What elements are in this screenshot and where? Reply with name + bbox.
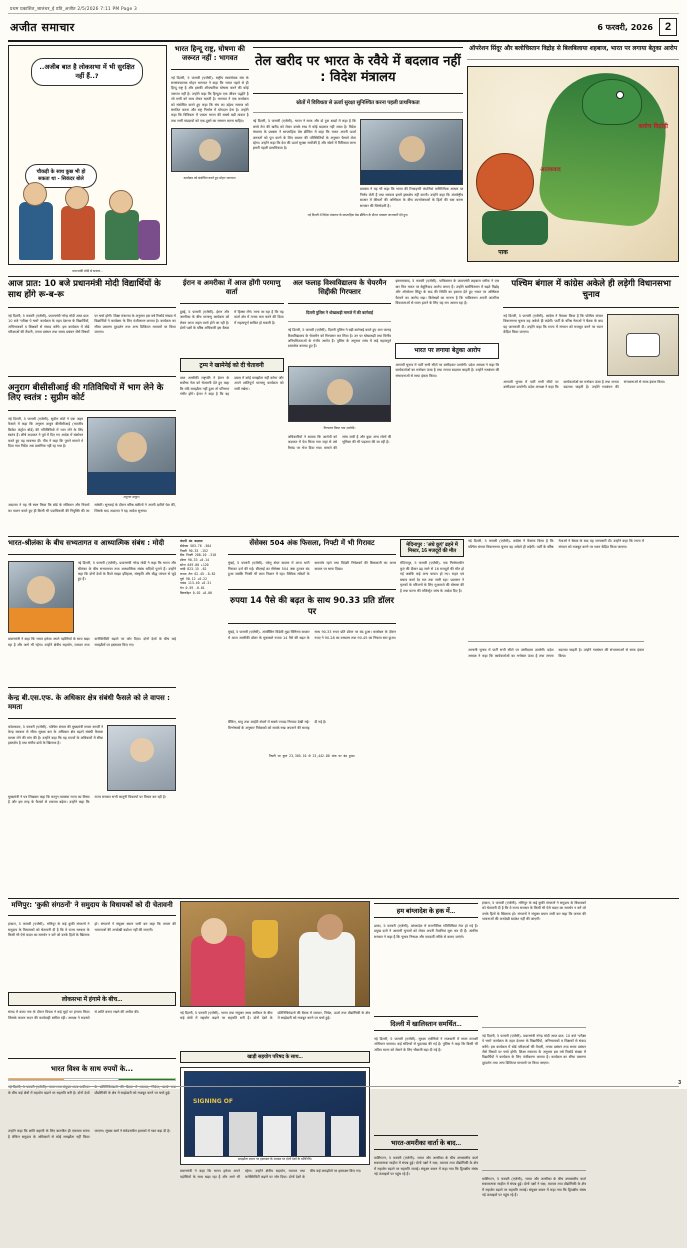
oil-body-2: प्रवक्ता ने यह भी कहा कि भारत की रिफाइनरी कंपनियां वाणिज्यिक आधार पर निर्णय लेती हैं तथा सरकार इसमें हस्तक्षेप नहीं करती। उन्होंने कहा कि अंतर्राष्ट्रीय बाजार में कीमतों की अस्थिरता के बीच उपभोक्ताओं के हितों की रक्षा करना सरकार की जिम्मेदारी है। <box>359 187 464 208</box>
bangladesh-body: ढाका, 5 फरवरी (एजेंसी)- बांग्लादेश में राजनीतिक गतिविधियां तेज हो गई हैं। प्रमुख दलों ने आगामी चुनावों को लेकर अपनी तैयारियां शुरू कर दी हैं। अंतरिम सरकार ने कहा है कि चुनाव निष्पक्ष और पारदर्शी तरीके से कराए जाएंगे। <box>374 923 478 939</box>
filler-body-1: इंफाल, 5 फरवरी (एजेंसी)- मणिपुर के कई कुकी संगठनों ने समुदाय के विधायकों को चेतावनी दी है कि वे राज्य सरकार के किसी भी ऐसे कदम का समर्थन न करें जो उनके हितों के खिलाफ हो। संगठनों ने संयुक्त बयान जारी कर कहा कि जनता की भावनाओं की अनदेखी बर्दाश्त नहीं की जाएगी। <box>482 900 586 921</box>
market-footer: निफ्टी पर कुल 23,305.10 से 23,442.80 अंक पर बंद हुआ। <box>268 754 356 759</box>
top-band <box>8 45 679 273</box>
bengal-extra-body-2: आगामी चुनाव में पार्टी सभी सीटों पर उम्मीदवार उतारेगी। प्रदेश अध्यक्ष ने कहा कि कार्यकर्ताओं का मनोबल ऊंचा है तथा जनता बदलाव चाहती है। उन्होंने गठबंधन की संभावनाओं से साफ इंकार किया। <box>468 648 644 658</box>
uae-body: नई दिल्ली, 5 फरवरी (एजेंसी)- भारत तथा संयुक्त अरब अमीरात के बीच कई क्षेत्रों में सहयोग बढ़ाने पर सहमति बनी है। दोनों देशों के प्रतिनिधिमंडलों की बैठक में व्यापार, निवेश, ऊर्जा तथा प्रौद्योगिकी के क्षेत्र में साझेदारी को मजबूत करने पर चर्चा हुई। <box>8 1085 176 1095</box>
sidebar-column-2 <box>482 901 586 1248</box>
award-photo <box>180 901 370 1007</box>
mamata-body-2: मुख्यमंत्री ने पत्र लिखकर कहा कि कानून व्यवस्था राज्य का विषय है और इस तरह के फैसले से टकराव बढ़ेगा। उन्होंने कहा कि राज्य सरकार सभी कानूनी विकल्पों पर विचार कर रही है। <box>8 794 167 805</box>
alfalah-body: नई दिल्ली, 5 फरवरी (एजेंसी)- दिल्ली पुलिस ने बड़ी कार्रवाई करते हुए अल फलाह विश्वविद्यालय के चेयरमैन को गिरफ्तार कर लिया है। उन पर धोखाधड़ी तथा वित्तीय अनियमितताओं के गंभीर आरोप हैं। पुलिस के अनुसार जांच में कई महत्वपूर्ण दस्तावेज बरामद हुए हैं। <box>287 328 392 349</box>
third-band <box>8 539 679 894</box>
bhagwat-photo-caption: कार्यक्रम को संबोधित करते हुए मोहन भागवत। <box>183 176 236 181</box>
manipur-body-2: उन्होंने कहा कि शांति बहाली के लिए बातचीत ही एकमात्र रास्ता है लेकिन समुदाय के अधिकारों से कोई समझौता नहीं किया जाएगा। सुरक्षा बलों ने संवेदनशील इलाकों में गश्त बढ़ा दी है। <box>8 1129 171 1139</box>
bhagwat-column <box>171 45 249 273</box>
mamata-photo <box>107 725 176 791</box>
sindoor-caption-text: भारत पर लगाया बेतुका आरोप <box>414 347 481 355</box>
bottom-band <box>8 901 679 1248</box>
market-table-row: पाउंड 113.40 +0.31 <box>180 581 212 586</box>
market-table <box>180 539 224 595</box>
iran-column <box>180 279 284 533</box>
left-column <box>8 279 176 533</box>
market-table-row: चांदी 823.15 -62 <box>180 567 207 572</box>
sensex-body-2: बैंकिंग, धातु तथा आईटी शेयरों में सबसे ज्यादा गिरावट देखी गई। विश्लेषकों के अनुसार निवेशकों को सतर्क रुख अपनाने की सलाह दी गई है। <box>228 720 327 730</box>
iran-body: दुबई, 5 फरवरी (एजेंसी)- ईरान और अमरीका के बीच परमाणु कार्यक्रम को लेकर आज अहम वार्ता होने जा रही है। दोनों पक्षों के वरिष्ठ अधिकारी इस बैठक में हिस्सा लेंगे। माना जा रहा है कि यह वार्ता क्षेत्र में तनाव कम करने की दिशा में महत्वपूर्ण साबित हो सकती है। <box>179 309 284 331</box>
bengal-body: नई दिल्ली, 5 फरवरी (एजेंसी)- कांग्रेस ने फैसला किया है कि पश्चिम बंगाल विधानसभा चुनाव वह अकेले ही लड़ेगी। पार्टी के वरिष्ठ नेताओं ने बैठक के बाद यह जानकारी दी। उन्होंने कहा कि राज्य में संगठन को मजबूत करने पर ध्यान केंद्रित किया जाएगा। <box>503 313 603 334</box>
oil-subhead: स्रोतों में विविधता से ऊर्जा सुरक्षा सुनिश्चित करना पहली प्राथमिकता <box>296 99 420 106</box>
sindoor-column <box>467 45 679 273</box>
manipur-headline: मणिपुर: 'कुकी संगठनों' ने समुदाय के विधायकों को दी चेतावनी <box>11 900 173 909</box>
masthead <box>8 14 679 42</box>
market-table-row: बिटकॉइन 0.02 +0.00 <box>180 590 212 595</box>
gcc-label: खाड़ी सहयोग परिषद के साथ... <box>180 1051 370 1063</box>
sidebar-column-1 <box>374 901 478 1248</box>
signing-caption: समझौता ज्ञापन पर हस्ताक्षर के अवसर पर दोनों देशों के प्रतिनिधि। <box>237 1156 313 1161</box>
market-table-row: सोना 649.00 +120 <box>180 562 209 567</box>
srilanka-headline: भारत-श्रीलंका के बीच सभ्यतागत व आध्यात्मिक संबंध : मोदी <box>8 539 165 548</box>
manipur-column <box>8 901 176 1248</box>
markets-column <box>228 539 396 894</box>
bhagwat-body: नई दिल्ली, 5 फरवरी (एजेंसी)- राष्ट्रीय स्वयंसेवक संघ के सरसंघचालक मोहन भागवत ने कहा कि भारत पहले से ही हिन्दू राष्ट्र है और इसकी औपचारिक घोषणा करने की कोई जरूरत नहीं है। उन्होंने कहा कि हिन्दुत्व एक जीवन पद्धति है जो सभी को साथ लेकर चलती है। भागवत ने एक कार्यक्रम को संबोधित करते हुए कहा कि संघ का उद्देश्य समाज को संगठित करना और राष्ट्र निर्माण में योगदान देना है। उन्होंने कहा कि विविधता में एकता भारत की सबसे बड़ी ताकत है तथा सभी संप्रदायों को एक-दूसरे का सम्मान करना चाहिए। <box>171 75 249 123</box>
signing-label: SIGNING OF <box>193 1097 233 1105</box>
modi-schools-headline: आज प्रात: 10 बजे प्रधानमंत्री मोदी विद्यार्थियों के साथ होंगे रू-ब-रू <box>8 279 161 301</box>
srilanka-body-2: प्रधानमंत्री ने कहा कि भारत हमेशा अपने पड़ोसियों के साथ खड़ा रहा है और आगे भी रहेगा। उन्होंने क्षेत्रीय सहयोग, व्यापार तथा कनेक्टिविटी बढ़ाने पर जोर दिया। दोनों देशों के बीच कई समझौतों पर हस्ताक्षर किए गए। <box>8 637 176 647</box>
snake-head <box>582 79 642 125</box>
newspaper-title: अजीत समाचार <box>10 20 75 34</box>
sindoor-body: इस्लामाबाद, 5 फरवरी (एजेंसी)- पाकिस्तान के प्रधानमंत्री शहबाज शरीफ ने एक बार फिर भारत पर बेबुनियाद आरोप लगाए हैं। उन्होंने बलोचिस्तान में बढ़ते विद्रोह और ऑपरेशन सिंदूर के बाद की स्थिति का हवाला देते हुए भारत पर अस्थिरता फैलाने का आरोप मढ़ा। विशेषज्ञों का मानना है कि पाकिस्तान अपनी आंतरिक विफलताओं से ध्यान हटाने के लिए यह राग अलाप रहा है। <box>395 279 500 306</box>
signing-photo <box>184 1071 366 1157</box>
sensex-body: मुंबई, 5 फरवरी (एजेंसी)- घरेलू शेयर बाजार में आज भारी गिरावट दर्ज की गई। बीएसई का सेंसेक्स 504 अंक टूटकर बंद हुआ जबकि निफ्टी भी लाल निशान में रहा। वैश्विक संकेतों के कमजोर रहने तथा विदेशी निवेशकों की बिकवाली का असर बाजार पर साफ दिखा। <box>228 561 396 577</box>
alfalah-column <box>288 279 392 533</box>
market-table-column <box>180 539 224 894</box>
manipur-subhead: लोकसभा में हंगामे के बीच... <box>8 992 176 1006</box>
second-band <box>8 279 679 533</box>
cartoon-face-2 <box>65 186 89 210</box>
signing-banner <box>180 1067 370 1165</box>
modi-photo <box>8 561 74 633</box>
publication-date: 6 फरवरी, 2026 <box>597 22 653 32</box>
page-number-badge: 2 <box>659 18 677 36</box>
market-table-row: सेंसेक्स 503.76 -504 <box>180 544 212 549</box>
rupee-body: मुंबई, 5 फरवरी (एजेंसी)- अंतर्बैंकिंग विदेशी मुद्रा विनिमय बाजार में आज अमरीकी डॉलर के मुकाबले रुपया 14 पैसे की बढ़त के साथ 90.33 रुपए प्रति डॉलर पर बंद हुआ। कारोबार के दौरान रुपए ने 90.28 का उच्चतम तथा 90.45 का निचला स्तर छुआ। <box>228 630 396 640</box>
accident-column <box>400 539 464 894</box>
oil-photo <box>360 119 463 185</box>
uae-photo-body: नई दिल्ली, 5 फरवरी (एजेंसी)- भारत तथा संयुक्त अरब अमीरात के बीच कई क्षेत्रों में सहयोग बढ़ाने पर सहमति बनी है। दोनों देशों के प्रतिनिधिमंडलों की बैठक में व्यापार, निवेश, ऊर्जा तथा प्रौद्योगिकी के क्षेत्र में साझेदारी को मजबूत करने पर चर्चा हुई। <box>180 1010 370 1021</box>
delhi-body: नई दिल्ली, 5 फरवरी (एजेंसी)- सुरक्षा एजेंसियों ने राजधानी में सघन तलाशी अभियान चलाया। कई संदिग्धों से पूछताछ की गई है। पुलिस ने कहा कि किसी भी अप्रिय घटना को रोकने के लिए चौकसी बढ़ा दी गई है। <box>374 1036 478 1052</box>
anurag-body-2: अदालत ने यह भी स्पष्ट किया कि बोर्ड के संविधान और नियमों का पालन करते हुए ही किसी भी पदाधिकारी की नियुक्ति की जा सकेगी। सुनवाई के दौरान वरिष्ठ वकीलों ने अपनी दलीलें पेश कीं, जिसके बाद अदालत ने यह आदेश सुनाया। <box>8 503 176 513</box>
uae-headline: भारत विश्व के साथ रुपयों के... <box>50 1065 134 1074</box>
flag-strip <box>8 1078 176 1081</box>
label-terror: आतंकवाद <box>540 166 561 173</box>
oil-headline: तेल खरीद पर भारत के रवैये में बदलाव नहीं : विदेश मंत्रालय <box>255 54 461 86</box>
rupee-headline: रुपया 14 पैसे की बढ़त के साथ 90.33 प्रति डॉलर पर <box>230 596 394 617</box>
market-table-row: यूरो 98.12 +0.22 <box>180 576 208 581</box>
filler-body-3: वाशिंगटन, 5 फरवरी (एजेंसी)- भारत और अमरीका के बीच उच्चस्तरीय वार्ता सकारात्मक माहौल में संपन्न हुई। दोनों पक्षों ने रक्षा, व्यापार तथा प्रौद्योगिकी के क्षेत्र में सहयोग बढ़ाने पर सहमति जताई। संयुक्त बयान में कहा गया कि द्विपक्षीय संबंध नई ऊंचाइयों पर पहुंच रहे हैं। <box>482 1176 586 1197</box>
cartoon-face-3 <box>109 190 133 214</box>
accident-headline: मेदिनापुर : 'अंधे कुएं' ढहने में मिस्टर, 16 मजदूरों की मौत <box>400 539 464 557</box>
iran-headline: ईरान व अमरीका में आज होंगी परमाणु वार्ता <box>182 279 281 297</box>
oil-lead-column <box>253 45 464 273</box>
accident-body: मेदिनापुर, 5 फरवरी (एजेंसी)- एक निर्माणाधीन कुएं की दीवार ढह जाने से 16 मजदूरों की मौत हो गई जबकि कई अन्य घायल हो गए। राहत एवं बचाव कार्य देर रात तक जारी रहा। प्रशासन ने मृतकों के परिजनों के लिए मुआवजे की घोषणा की है तथा घटना की मजिस्ट्रेट जांच के आदेश दिए हैं। <box>400 561 464 593</box>
bengal-extra-body: नई दिल्ली, 5 फरवरी (एजेंसी)- कांग्रेस ने फैसला किया है कि पश्चिम बंगाल विधानसभा चुनाव वह अकेले ही लड़ेगी। पार्टी के वरिष्ठ नेताओं ने बैठक के बाद यह जानकारी दी। उन्होंने कहा कि राज्य में संगठन को मजबूत करने पर ध्यान केंद्रित किया जाएगा। <box>468 539 644 549</box>
anurag-photo <box>87 417 175 495</box>
alfalah-photo <box>288 366 392 422</box>
baloch-figure <box>476 153 534 211</box>
label-baloch: बलोच विद्रोही <box>638 122 668 130</box>
sindoor-caption-box <box>395 343 499 359</box>
sindoor-text-column <box>395 279 499 533</box>
editorial-cartoon <box>8 45 167 265</box>
iran-body-2: उधर अमरीकी राष्ट्रपति ने ईरान के सर्वोच्च नेता को चेतावनी देते हुए कहा कि यदि समझौता नहीं हुआ तो परिणाम गंभीर होंगे। ईरान ने कहा है कि वह दबाव में कोई समझौता नहीं करेगा और अपने शांतिपूर्ण परमाणु कार्यक्रम को जारी रखेगा। <box>179 375 284 397</box>
bhagwat-headline: भारत हिन्दू राष्ट्र, घोषणा की जरूरत नहीं : भागवत <box>174 45 245 62</box>
market-table-row: कच्चा तेल 62.45 -0.82 <box>180 571 216 576</box>
cartoon-column <box>8 45 167 273</box>
mamata-headline: केन्द्र बी.एस.एफ. के अधिकार क्षेत्र संबंधी फैसले को ले वापस : ममता <box>8 694 170 711</box>
bengal-lower-column <box>468 539 644 894</box>
print-strip: प्रथम प्रकाशित_जालंधर_ई प्रति_अजीत 2/5/2026 7:11 PM Page 3 <box>8 6 679 14</box>
cartoon-face-1 <box>23 182 47 206</box>
sindoor-cartoon <box>467 66 679 262</box>
manipur-body-3: संसद में बजट सत्र के दौरान विपक्ष ने कई मुद्दों पर हंगामा किया जिसके कारण सदन की कार्यवाही बाधित रही। अध्यक्ष ने सदस्यों से शांति बनाए रखने की अपील की। <box>8 1010 140 1020</box>
anurag-headline: अनुराग बीसीसीआई की गतिविधियों में भाग लेने के लिए स्वतंत्र : सुप्रीम कोर्ट <box>8 382 164 404</box>
market-table-row: येन 0.59 -0.01 <box>180 585 205 590</box>
label-pak: पाक <box>498 249 508 257</box>
alfalah-photo-caption: गिरफ्तार किया गया आरोपी। <box>323 426 356 431</box>
iran-subhead: ट्रम्प ने खामेनेई को दी चेतावनी <box>180 358 284 372</box>
mamata-body: कोलकाता, 5 फरवरी (एजेंसी)- पश्चिम बंगाल की मुख्यमंत्री ममता बनर्जी ने केन्द्र सरकार से सीमा सुरक्षा बल के अधिकार क्षेत्र बढ़ाने संबंधी फैसला वापस लेने की मांग की है। उन्होंने कहा कि यह राज्यों के अधिकारों में सीधा हस्तक्षेप है तथा संघीय ढांचे के खिलाफ है। <box>8 724 104 745</box>
srilanka-column <box>8 539 176 894</box>
cartoon-figure-4 <box>138 220 160 260</box>
bengal-body-2: आगामी चुनाव में पार्टी सभी सीटों पर उम्मीदवार उतारेगी। प्रदेश अध्यक्ष ने कहा कि कार्यकर्ताओं का मनोबल ऊंचा है तथा जनता बदलाव चाहती है। उन्होंने गठबंधन की संभावनाओं से साफ इंकार किया। <box>503 379 666 390</box>
uae-photo-column <box>180 901 370 1248</box>
delhi-head: दिल्ली में खालिस्तान समर्थित... <box>374 1016 478 1031</box>
uae-body-extra: प्रधानमंत्री ने कहा कि भारत हमेशा अपने पड़ोसियों के साथ खड़ा रहा है और आगे भी रहेगा। उन्होंने क्षेत्रीय सहयोग, व्यापार तथा कनेक्टिविटी बढ़ाने पर जोर दिया। दोनों देशों के बीच कई समझौतों पर हस्ताक्षर किए गए। <box>180 1169 362 1179</box>
bharat-america-head: भारत-अमरीका वार्ता के बाद... <box>374 1135 478 1150</box>
alfalah-body-2: अधिकारियों ने बताया कि आरोपी को अदालत में पेश किया गया जहां से उसे रिमांड पर भेज दिया गया। मामले की जांच जारी है और कुछ अन्य लोगों की भूमिका की भी पड़ताल की जा रही है। <box>287 434 392 450</box>
sindoor-headline: ऑपरेशन सिंदूर और बलोचिस्तान विद्रोह से बिलबिलाया शहबाज, भारत पर लगाया बेतुका आरोप <box>469 45 678 52</box>
cartoon-bubble-main: ..अजीब बात है लोकसभा में भी सुरक्षित नहीं हैं..? <box>31 58 143 86</box>
bengal-headline: पश्चिम बंगाल में कांग्रेस अकेले ही लड़ेगी विधानसभा चुनाव <box>511 279 671 301</box>
cartoon-figure-1 <box>19 202 53 260</box>
alfalah-headline: अल फलाह विश्वविद्यालय के चेयरमैन सिद्दीकी गिरफ्तार <box>292 279 387 297</box>
manipur-body: इंफाल, 5 फरवरी (एजेंसी)- मणिपुर के कई कुकी संगठनों ने समुदाय के विधायकों को चेतावनी दी है कि वे राज्य सरकार के किसी भी ऐसे कदम का समर्थन न करें जो उनके हितों के खिलाफ हो। संगठनों ने संयुक्त बयान जारी कर कहा कि जनता की भावनाओं की अनदेखी बर्दाश्त नहीं की जाएगी। <box>8 922 176 938</box>
cartoon-figure-2 <box>61 206 95 260</box>
cartoon-bubble-second: चौकड़ी के साथ कुछ भी हो सकता था - सिकंदर बोले <box>25 164 97 188</box>
oil-body-1: नई दिल्ली, 5 फरवरी (एजेंसी)- भारत ने साफ और दो टूक शब्दों में कहा है कि कच्चे तेल की खरीद को लेकर उसके रुख में कोई बदलाव नहीं आया है। विदेश मंत्रालय के प्रवक्ता ने साप्ताहिक प्रेस ब्रीफिंग में कहा कि भारत अपनी ऊर्जा जरूरतों को पूरा करने के लिए बाजार की परिस्थितियों के अनुसार फैसले लेता रहेगा। उन्होंने कहा कि देश की ऊर्जा सुरक्षा सर्वोपरि है और स्रोतों में विविधता लाना हमारी पहली प्राथमिकता है। <box>252 119 356 151</box>
market-table-row: डॉलर 90.33 +0.14 <box>180 558 210 563</box>
market-table-row: बैंक निफ्टी 208.10 -318 <box>180 553 216 558</box>
trophy-icon <box>252 920 278 958</box>
market-table-row: निफ्टी 90.33 -152 <box>180 548 208 553</box>
filler-body-2: नई दिल्ली, 5 फरवरी (एजेंसी)- प्रधानमंत्री नरेन्द्र मोदी आज प्रात: 10 बजे 'परीक्षा पे चर्चा' कार्यक्रम के तहत देशभर के विद्यार्थियों, अभिभावकों व शिक्षकों से संवाद करेंगे। इस कार्यक्रम में बोर्ड परीक्षाओं की तैयारी, तनाव प्रबंधन तथा समय प्रबंधन जैसे विषयों पर चर्चा होगी। शिक्षा मंत्रालय के अनुसार इस वर्ष रिकॉर्ड संख्या में विद्यार्थियों ने कार्यक्रम के लिए पंजीकरण कराया है। कार्यक्रम का सीधा प्रसारण दूरदर्शन तथा अन्य डिजिटल माध्यमों पर किया जाएगा। <box>482 1033 586 1065</box>
cartoon-caption: प्रधानमंत्री मोदी से सवाल... <box>72 269 103 273</box>
bengal-column <box>503 279 679 533</box>
sindoor-body-extra: आगामी चुनाव में पार्टी सभी सीटों पर उम्मीदवार उतारेगी। प्रदेश अध्यक्ष ने कहा कि कार्यकर्ताओं का मनोबल ऊंचा है तथा जनता बदलाव चाहती है। उन्होंने गठबंधन की संभावनाओं से साफ इंकार किया। <box>395 362 500 378</box>
anurag-photo-caption: अनुराग ठाकुर। <box>123 494 140 499</box>
congress-symbol <box>607 314 679 376</box>
alfalah-subhead: दिल्ली पुलिस ने धोखाधड़ी मामले में की कार्रवाई <box>306 309 373 315</box>
sensex-headline: सेंसेक्स 504 अंक फिसला, निफ्टी में भी गिरावट <box>249 539 375 548</box>
bharat-america-body: वाशिंगटन, 5 फरवरी (एजेंसी)- भारत और अमरीका के बीच उच्चस्तरीय वार्ता सकारात्मक माहौल में संपन्न हुई। दोनों पक्षों ने रक्षा, व्यापार तथा प्रौद्योगिकी के क्षेत्र में सहयोग बढ़ाने पर सहमति जताई। संयुक्त बयान में कहा गया कि द्विपक्षीय संबंध नई ऊंचाइयों पर पहुंच रहे हैं। <box>374 1155 478 1176</box>
cartoon-figure-3 <box>105 210 139 260</box>
market-table-header: कंपनी बंद बदलाव <box>180 539 203 544</box>
footer-page-number: 3 <box>678 1080 681 1086</box>
bhagwat-photo <box>171 128 249 172</box>
snake-eye <box>616 91 624 99</box>
srilanka-body: नई दिल्ली, 5 फरवरी (एजेंसी)- प्रधानमंत्री नरेन्द्र मोदी ने कहा कि भारत और श्रीलंका के बीच सभ्यतागत तथा आध्यात्मिक संबंध सदियों पुराने हैं। उन्होंने कहा कि दोनों देशों के रिश्ते साझा इतिहास, संस्कृति और बौद्ध परंपरा से जुड़े हुए हैं। <box>77 561 176 582</box>
anurag-body-1: नई दिल्ली, 5 फरवरी (एजेंसी)- सुप्रीम कोर्ट ने एक अहम फैसले में कहा कि अनुराग ठाकुर बीसीसीआई (भारतीय क्रिकेट कंट्रोल बोर्ड) की गतिविधियों में भाग लेने के लिए स्वतंत्र हैं। शीर्ष अदालत ने पूर्व में दिए गए आदेश में संशोधन करते हुए यह व्यवस्था दी। पीठ ने कहा कि पुराने मामले में दिया गया निर्देश अब प्रासंगिक नहीं रह गया है। <box>8 416 84 449</box>
bangladesh-head: हम बांग्लादेश के हक में... <box>374 903 478 918</box>
oil-photo-caption: नई दिल्ली में विदेश मंत्रालय के साप्ताहिक प्रेस ब्रीफिंग के दौरान प्रवक्ता जानकारी देते हुए। <box>307 212 409 217</box>
modi-schools-body: नई दिल्ली, 5 फरवरी (एजेंसी)- प्रधानमंत्री नरेन्द्र मोदी आज प्रात: 10 बजे 'परीक्षा पे चर्चा' कार्यक्रम के तहत देशभर के विद्यार्थियों, अभिभावकों व शिक्षकों से संवाद करेंगे। इस कार्यक्रम में बोर्ड परीक्षाओं की तैयारी, तनाव प्रबंधन तथा समय प्रबंधन जैसे विषयों पर चर्चा होगी। शिक्षा मंत्रालय के अनुसार इस वर्ष रिकॉर्ड संख्या में विद्यार्थियों ने कार्यक्रम के लिए पंजीकरण कराया है। कार्यक्रम का सीधा प्रसारण दूरदर्शन तथा अन्य डिजिटल माध्यमों पर किया जाएगा। <box>8 313 176 334</box>
pak-figure <box>482 211 548 245</box>
